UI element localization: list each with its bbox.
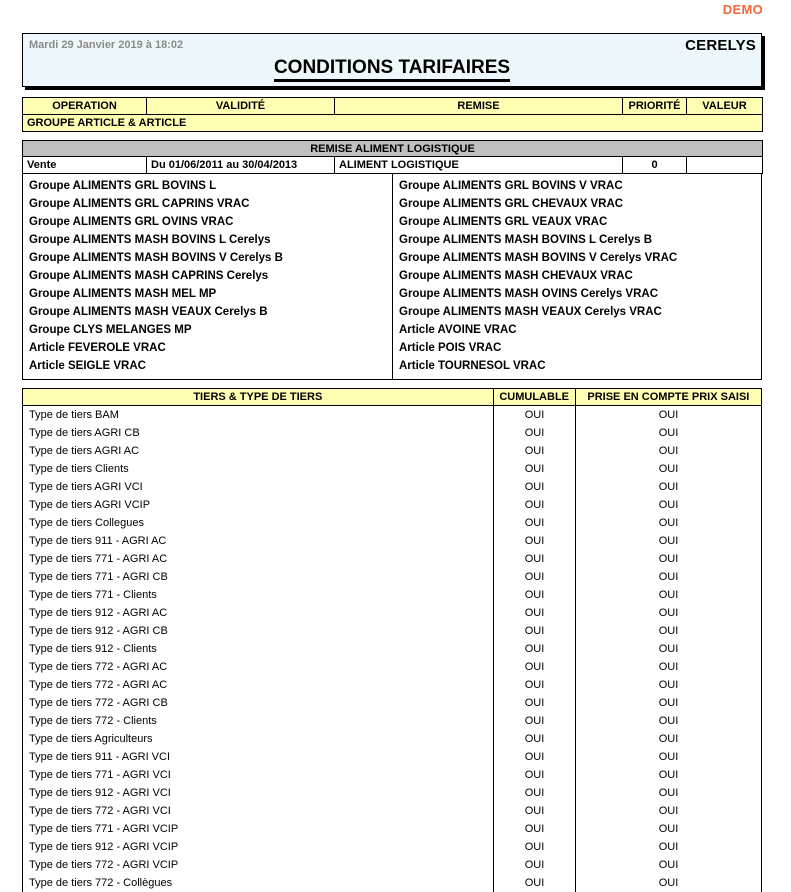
article-item: Article SEIGLE VRAC bbox=[29, 360, 146, 372]
article-item: Groupe ALIMENTS GRL CAPRINS VRAC bbox=[29, 198, 250, 210]
tiers-row-cumulable: OUI bbox=[493, 712, 575, 730]
tiers-header-table bbox=[22, 388, 762, 406]
col-header-operation: OPERATION bbox=[23, 98, 147, 115]
tiers-row-prise: OUI bbox=[575, 568, 761, 586]
remise-operation: Vente bbox=[23, 157, 147, 174]
article-item: Groupe ALIMENTS MASH CHEVAUX VRAC bbox=[399, 270, 633, 282]
tiers-row bbox=[23, 784, 761, 802]
tiers-row-label: Type de tiers AGRI CB bbox=[29, 427, 140, 439]
tiers-row bbox=[23, 442, 761, 460]
tiers-row-label: Type de tiers AGRI VCI bbox=[29, 481, 143, 493]
tiers-row-cumulable: OUI bbox=[493, 586, 575, 604]
tiers-row-prise: OUI bbox=[575, 874, 761, 892]
tiers-row-prise: OUI bbox=[575, 676, 761, 694]
demo-watermark-label: DEMO bbox=[722, 2, 763, 17]
tiers-row-cumulable: OUI bbox=[493, 874, 575, 892]
tiers-block bbox=[22, 388, 762, 892]
tiers-row-label: Type de tiers 772 - Collègues bbox=[29, 877, 173, 889]
tiers-row-label: Type de tiers 772 - AGRI VCIP bbox=[29, 859, 179, 871]
tiers-row-prise: OUI bbox=[575, 748, 761, 766]
tiers-row-prise: OUI bbox=[575, 550, 761, 568]
tiers-row-prise: OUI bbox=[575, 838, 761, 856]
company-name: CERELYS bbox=[685, 37, 756, 54]
tiers-row-cumulable: OUI bbox=[493, 442, 575, 460]
tiers-row-label: Type de tiers 772 - AGRI CB bbox=[29, 697, 168, 709]
tiers-row bbox=[23, 424, 761, 442]
tiers-row-prise: OUI bbox=[575, 820, 761, 838]
tiers-row-prise: OUI bbox=[575, 784, 761, 802]
article-item: Groupe ALIMENTS GRL BOVINS V VRAC bbox=[399, 180, 623, 192]
article-item: Groupe ALIMENTS MASH BOVINS V Cerelys B bbox=[29, 252, 283, 264]
remise-title-label: REMISE ALIMENT LOGISTIQUE bbox=[23, 141, 763, 157]
tiers-row-label: Type de tiers 912 - AGRI VCIP bbox=[29, 841, 179, 853]
tiers-row-label: Type de tiers BAM bbox=[29, 409, 119, 421]
tiers-row bbox=[23, 874, 761, 892]
article-item: Groupe ALIMENTS GRL OVINS VRAC bbox=[29, 216, 234, 228]
tiers-row-label: Type de tiers 912 - AGRI VCI bbox=[29, 787, 171, 799]
tiers-row-cumulable: OUI bbox=[493, 694, 575, 712]
article-item: Groupe CLYS MELANGES MP bbox=[29, 324, 192, 336]
article-item: Groupe ALIMENTS MASH VEAUX Cerelys B bbox=[29, 306, 268, 318]
tiers-row bbox=[23, 586, 761, 604]
remise-valeur bbox=[687, 157, 763, 174]
tiers-row bbox=[23, 532, 761, 550]
tiers-header-label: TIERS & TYPE DE TIERS bbox=[23, 389, 494, 406]
report-content bbox=[22, 33, 762, 892]
tiers-row-cumulable: OUI bbox=[493, 514, 575, 532]
tiers-row-cumulable: OUI bbox=[493, 784, 575, 802]
tiers-row bbox=[23, 856, 761, 874]
tiers-row-cumulable: OUI bbox=[493, 622, 575, 640]
tiers-row-prise: OUI bbox=[575, 532, 761, 550]
group-article-row bbox=[23, 115, 763, 132]
article-item: Groupe ALIMENTS MASH BOVINS V Cerelys VRAC bbox=[399, 252, 678, 264]
tiers-row-prise: OUI bbox=[575, 604, 761, 622]
col-header-remise: REMISE bbox=[335, 98, 623, 115]
tiers-row-cumulable: OUI bbox=[493, 478, 575, 496]
tiers-row-label: Type de tiers 771 - AGRI AC bbox=[29, 553, 168, 565]
tiers-row-prise: OUI bbox=[575, 406, 761, 424]
remise-block bbox=[22, 140, 762, 380]
article-item: Groupe ALIMENTS MASH BOVINS L Cerelys bbox=[29, 234, 271, 246]
tiers-row-prise: OUI bbox=[575, 802, 761, 820]
tiers-row-label: Type de tiers Collegues bbox=[29, 517, 144, 529]
col-header-priorite: PRIORITÉ bbox=[623, 98, 687, 115]
tiers-row-label: Type de tiers 771 - AGRI VCI bbox=[29, 769, 171, 781]
tiers-row-label: Type de tiers 912 - AGRI AC bbox=[29, 607, 168, 619]
tiers-row-cumulable: OUI bbox=[493, 460, 575, 478]
tiers-row-prise: OUI bbox=[575, 658, 761, 676]
page-title bbox=[23, 57, 761, 79]
tiers-row-label: Type de tiers 771 - AGRI CB bbox=[29, 571, 168, 583]
page-title-text: CONDITIONS TARIFAIRES bbox=[274, 57, 510, 82]
tiers-row-label: Type de tiers Agriculteurs bbox=[29, 733, 153, 745]
tiers-row bbox=[23, 730, 761, 748]
tiers-row-cumulable: OUI bbox=[493, 406, 575, 424]
article-item: Groupe ALIMENTS MASH VEAUX Cerelys VRAC bbox=[399, 306, 662, 318]
tiers-row-cumulable: OUI bbox=[493, 550, 575, 568]
tiers-row-cumulable: OUI bbox=[493, 766, 575, 784]
tiers-row bbox=[23, 640, 761, 658]
tiers-row bbox=[23, 622, 761, 640]
tiers-row-prise: OUI bbox=[575, 424, 761, 442]
tiers-row-cumulable: OUI bbox=[493, 838, 575, 856]
tiers-row-label: Type de tiers 772 - Clients bbox=[29, 715, 157, 727]
article-item: Article TOURNESOL VRAC bbox=[399, 360, 546, 372]
tiers-row-prise: OUI bbox=[575, 514, 761, 532]
tiers-row bbox=[23, 838, 761, 856]
tiers-row bbox=[23, 676, 761, 694]
tiers-row-label: Type de tiers 912 - Clients bbox=[29, 643, 157, 655]
article-item: Article FEVEROLE VRAC bbox=[29, 342, 166, 354]
tiers-row-label: Type de tiers 771 - AGRI VCIP bbox=[29, 823, 179, 835]
tiers-row-prise: OUI bbox=[575, 478, 761, 496]
tiers-row bbox=[23, 766, 761, 784]
article-list-left-column bbox=[23, 174, 392, 379]
group-article-label: GROUPE ARTICLE & ARTICLE bbox=[23, 115, 763, 132]
tiers-row-prise: OUI bbox=[575, 586, 761, 604]
tiers-row bbox=[23, 550, 761, 568]
article-item: Groupe ALIMENTS MASH OVINS Cerelys VRAC bbox=[399, 288, 659, 300]
tiers-row-prise: OUI bbox=[575, 856, 761, 874]
tiers-row-label: Type de tiers 772 - AGRI VCI bbox=[29, 805, 171, 817]
article-item: Article AVOINE VRAC bbox=[399, 324, 517, 336]
tiers-row-prise: OUI bbox=[575, 460, 761, 478]
tiers-row-prise: OUI bbox=[575, 730, 761, 748]
tiers-row bbox=[23, 820, 761, 838]
tiers-row-prise: OUI bbox=[575, 496, 761, 514]
tiers-row bbox=[23, 748, 761, 766]
article-item: Groupe ALIMENTS GRL BOVINS L bbox=[29, 180, 217, 192]
tiers-row-prise: OUI bbox=[575, 622, 761, 640]
remise-title-row bbox=[23, 141, 763, 157]
tiers-row-prise: OUI bbox=[575, 442, 761, 460]
tiers-row-cumulable: OUI bbox=[493, 730, 575, 748]
tiers-row-cumulable: OUI bbox=[493, 748, 575, 766]
column-header-row bbox=[23, 98, 763, 115]
tiers-row bbox=[23, 496, 761, 514]
tiers-row-label: Type de tiers AGRI VCIP bbox=[29, 499, 151, 511]
tiers-row-cumulable: OUI bbox=[493, 424, 575, 442]
report-title-band bbox=[22, 33, 762, 87]
tiers-row bbox=[23, 568, 761, 586]
article-item: Groupe ALIMENTS MASH CAPRINS Cerelys bbox=[29, 270, 269, 282]
tiers-row bbox=[23, 514, 761, 532]
tiers-row-label: Type de tiers 911 - AGRI VCI bbox=[29, 751, 171, 763]
tiers-row-cumulable: OUI bbox=[493, 496, 575, 514]
article-item: Groupe ALIMENTS MASH MEL MP bbox=[29, 288, 217, 300]
tiers-row bbox=[23, 712, 761, 730]
tiers-row-cumulable: OUI bbox=[493, 658, 575, 676]
tiers-row-cumulable: OUI bbox=[493, 640, 575, 658]
remise-remise: ALIMENT LOGISTIQUE bbox=[335, 157, 623, 174]
article-item: Groupe ALIMENTS GRL CHEVAUX VRAC bbox=[399, 198, 624, 210]
column-header-table bbox=[22, 97, 763, 132]
tiers-row bbox=[23, 694, 761, 712]
column-header-block bbox=[22, 97, 762, 132]
col-header-validite: VALIDITÉ bbox=[147, 98, 335, 115]
tiers-row-label: Type de tiers 912 - AGRI CB bbox=[29, 625, 168, 637]
tiers-rows-container bbox=[22, 406, 762, 892]
article-item: Article POIS VRAC bbox=[399, 342, 502, 354]
tiers-row bbox=[23, 604, 761, 622]
tiers-row bbox=[23, 478, 761, 496]
tiers-header-cumulable: CUMULABLE bbox=[493, 389, 575, 406]
tiers-row-prise: OUI bbox=[575, 694, 761, 712]
remise-detail-row bbox=[23, 157, 763, 174]
tiers-row-label: Type de tiers 771 - Clients bbox=[29, 589, 157, 601]
remise-validite: Du 01/06/2011 au 30/04/2013 bbox=[147, 157, 335, 174]
tiers-row-cumulable: OUI bbox=[493, 802, 575, 820]
tiers-row bbox=[23, 658, 761, 676]
remise-priorite: 0 bbox=[623, 157, 687, 174]
tiers-row bbox=[23, 406, 761, 424]
report-date: Mardi 29 Janvier 2019 à 18:02 bbox=[29, 39, 184, 51]
col-header-valeur: VALEUR bbox=[687, 98, 763, 115]
tiers-row-cumulable: OUI bbox=[493, 568, 575, 586]
tiers-row bbox=[23, 802, 761, 820]
article-item: Groupe ALIMENTS GRL VEAUX VRAC bbox=[399, 216, 608, 228]
tiers-row-cumulable: OUI bbox=[493, 532, 575, 550]
article-list bbox=[22, 174, 762, 380]
tiers-row-prise: OUI bbox=[575, 640, 761, 658]
tiers-row-label: Type de tiers AGRI AC bbox=[29, 445, 140, 457]
tiers-row-cumulable: OUI bbox=[493, 856, 575, 874]
tiers-row-cumulable: OUI bbox=[493, 820, 575, 838]
tiers-row-label: Type de tiers 911 - AGRI AC bbox=[29, 535, 167, 547]
tiers-row-prise: OUI bbox=[575, 766, 761, 784]
tiers-row-cumulable: OUI bbox=[493, 604, 575, 622]
tiers-row-label: Type de tiers 772 - AGRI AC bbox=[29, 661, 168, 673]
remise-table bbox=[22, 140, 763, 174]
tiers-row-prise: OUI bbox=[575, 712, 761, 730]
tiers-header-prise: PRISE EN COMPTE PRIX SAISI bbox=[575, 389, 761, 406]
tiers-row-cumulable: OUI bbox=[493, 676, 575, 694]
tiers-row-label: Type de tiers 772 - AGRI AC bbox=[29, 679, 168, 691]
tiers-header-row bbox=[23, 389, 762, 406]
article-item: Groupe ALIMENTS MASH BOVINS L Cerelys B bbox=[399, 234, 653, 246]
tiers-row-label: Type de tiers Clients bbox=[29, 463, 129, 475]
tiers-row bbox=[23, 460, 761, 478]
article-list-right-column bbox=[392, 174, 761, 379]
